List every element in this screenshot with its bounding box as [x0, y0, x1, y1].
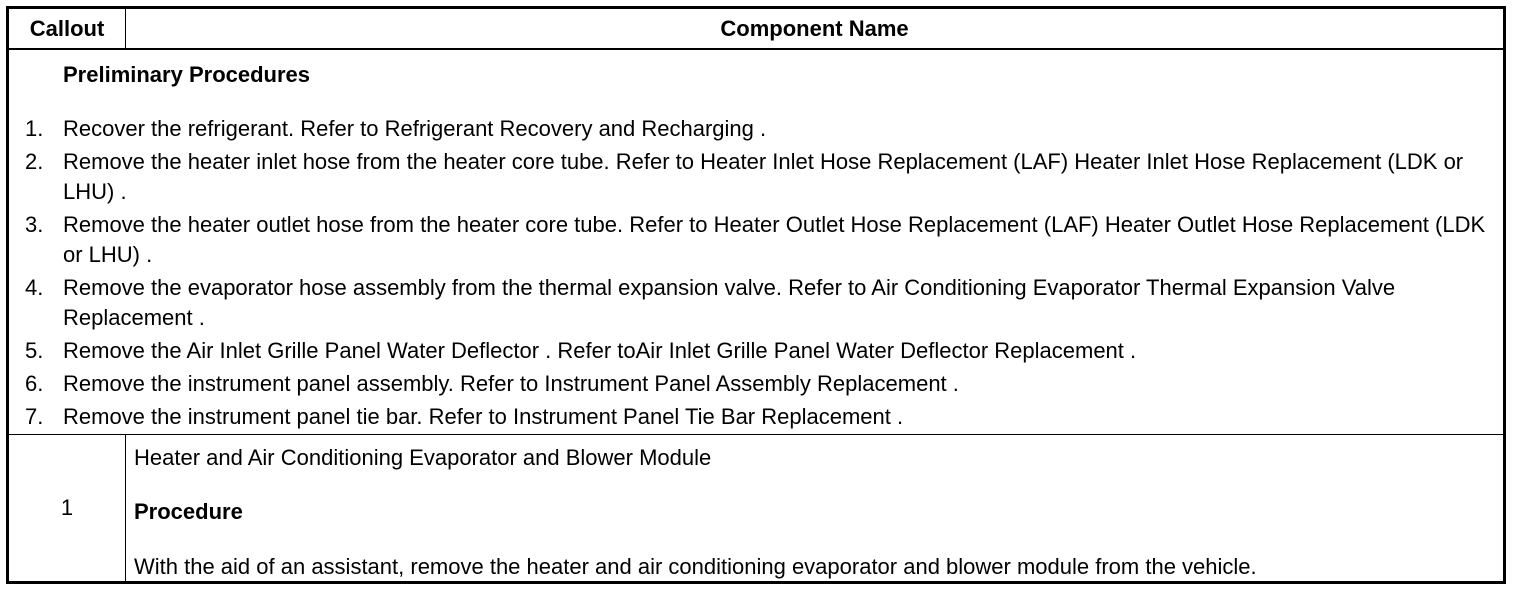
step-number: 1. [25, 116, 44, 141]
step-text: Remove the instrument panel tie bar. Refer to Instrument Panel Tie Bar Replacement . [63, 404, 904, 429]
step-number: 4. [25, 275, 44, 300]
callout-number: 1 [9, 435, 126, 581]
step-number: 3. [25, 212, 44, 237]
step-text: Recover the refrigerant. Refer to Refrigerant Recovery and Recharging . [63, 116, 767, 141]
step-number: 7. [25, 404, 44, 429]
list-item [9, 273, 1489, 333]
preliminary-steps-list [9, 114, 1489, 435]
component-name-column-header: Component Name [720, 16, 909, 41]
component-name: Heater and Air Conditioning Evaporator and Blower Module [134, 445, 712, 470]
list-item [9, 210, 1489, 270]
list-item [9, 114, 1489, 144]
list-item [9, 402, 1489, 432]
component-cell [126, 435, 1503, 581]
procedure-table [6, 6, 1506, 584]
step-number: 6. [25, 371, 44, 396]
step-number: 5. [25, 338, 44, 363]
list-item [9, 369, 1489, 399]
table-header-row [9, 9, 1503, 50]
step-text: Remove the heater inlet hose from the heater core tube. Refer to Heater Inlet Hose Replacement (LAF) Heater Inlet Hose Replacement (LDK or LHU) . [63, 149, 1464, 204]
procedure-label: Procedure [134, 499, 243, 524]
callout-column-header: Callout [9, 9, 126, 48]
procedure-text: With the aid of an assistant, remove the heater and air conditioning evaporator and blower module from the vehicle. [134, 554, 1257, 579]
step-text: Remove the heater outlet hose from the heater core tube. Refer to Heater Outlet Hose Replacement (LAF) Heater Outlet Hose Replacement (LDK or LHU) . [63, 212, 1486, 267]
step-number: 2. [25, 149, 44, 174]
preliminary-procedures-row [9, 50, 1503, 435]
step-text: Remove the evaporator hose assembly from the thermal expansion valve. Refer to Air Conditioning Evaporator Thermal Expansion Valve Replacement . [63, 275, 1396, 330]
step-text: Remove the instrument panel assembly. Refer to Instrument Panel Assembly Replacement . [63, 371, 959, 396]
table-row [9, 435, 1503, 581]
preliminary-procedures-title: Preliminary Procedures [63, 62, 311, 87]
list-item [9, 336, 1489, 366]
step-text: Remove the Air Inlet Grille Panel Water Deflector . Refer toAir Inlet Grille Panel Water Deflector Replacement . [63, 338, 1137, 363]
list-item [9, 147, 1489, 207]
